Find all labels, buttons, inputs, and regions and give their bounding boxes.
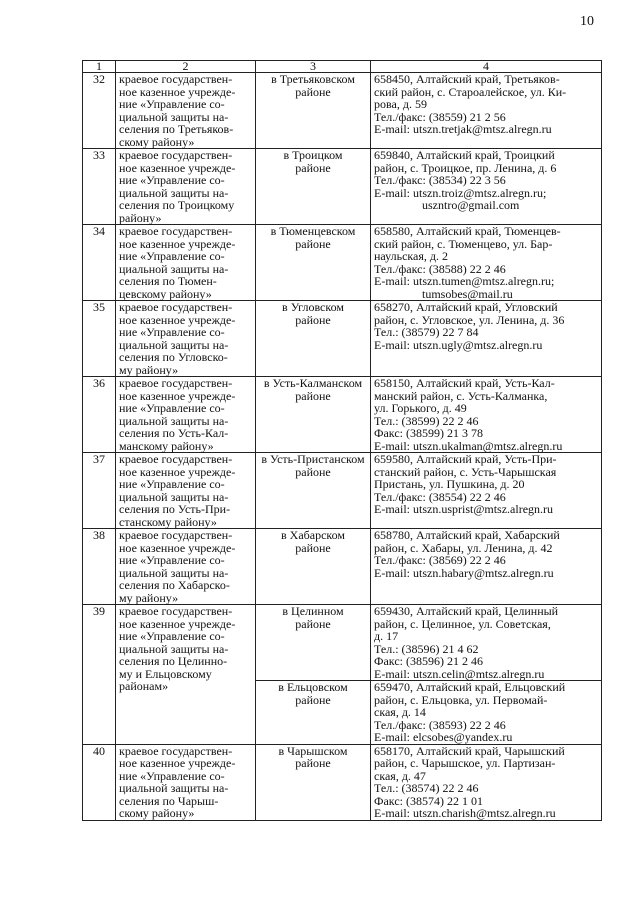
text-line: д. 17 (374, 629, 399, 643)
text-line: районе (295, 464, 331, 479)
table-row (83, 73, 602, 149)
text-line: 659430, Алтайский край, Целинный (374, 604, 559, 618)
row-number: 36 (83, 377, 116, 453)
text-line: ние «Управление со- (119, 97, 225, 111)
text-line: E-mail: utszn.tumen@mtsz.alregn.ru; (374, 274, 555, 288)
text-line: Тел./факс: (38554) 22 2 46 (374, 489, 506, 504)
institution-name (116, 744, 256, 820)
text-line: район, с. Чарышское, ул. Партизан- (374, 756, 556, 770)
text-line: район, с. Ельцовка, ул. Первомай- (374, 692, 548, 707)
text-line: 659470, Алтайский край, Ельцовский (374, 680, 566, 694)
district-name (256, 605, 371, 681)
text-line: район, с. Угловское, ул. Ленина, д. 36 (374, 312, 565, 327)
text-line: ние «Управление со- (119, 401, 225, 415)
text-line: му району» (119, 590, 179, 605)
text-line: манский район, с. Усть-Калманка, (374, 388, 548, 403)
text-line: ние «Управление со- (119, 477, 225, 491)
text-line: манскому району» (119, 438, 214, 453)
header-cell: 3 (256, 61, 371, 73)
table-row (83, 301, 602, 377)
text-line: Пристань, ул. Пушкина, д. 20 (374, 477, 525, 491)
text-line: район, с. Хабары, ул. Ленина, д. 42 (374, 540, 553, 555)
text-line: Тел.: (38599) 22 2 46 (374, 413, 479, 428)
district-name (256, 301, 371, 377)
text-line: селения по Чарыш- (119, 793, 219, 808)
contact-address (371, 681, 602, 745)
institution-name (116, 73, 256, 149)
text-line: E-mail: utszn.usprist@mtsz.alregn.ru (374, 502, 554, 516)
text-line: цевскому району» (119, 286, 212, 301)
text-line: циальной защиты на- (119, 185, 229, 200)
header-cell: 2 (116, 61, 256, 73)
text-line: ное казенное учрежде- (119, 236, 236, 251)
text-line: Тел.: (38574) 22 2 46 (374, 781, 479, 795)
text-line: ное казенное учрежде- (119, 540, 236, 555)
text-line: ние «Управление со- (119, 553, 225, 567)
text-line: Факс: (38574) 22 1 01 (374, 793, 483, 808)
text-line: ное казенное учрежде- (119, 84, 236, 99)
district-name (256, 73, 371, 149)
text-line: районе (295, 84, 331, 99)
contact-address (371, 301, 602, 377)
text-line: ние «Управление со- (119, 325, 225, 339)
district-name (256, 453, 371, 529)
text-line: E-mail: elcsobes@yandex.ru (374, 730, 513, 744)
text-line: Тел./факс: (38534) 22 3 56 (374, 173, 506, 187)
text-line: 658170, Алтайский край, Чарышский (374, 743, 565, 758)
contact-address (371, 605, 602, 681)
district-name (256, 225, 371, 301)
text-line: районе (295, 540, 331, 555)
text-line: циальной защиты на- (119, 413, 229, 428)
text-line: краевое государствен- (119, 376, 233, 390)
text-line: рова, д. 59 (374, 97, 427, 111)
text-line: ская, д. 47 (374, 768, 426, 783)
row-number: 35 (83, 301, 116, 377)
text-line: в Троицком (283, 148, 343, 162)
institution-name (116, 453, 256, 529)
text-line: ние «Управление со- (119, 629, 225, 643)
contact-address (371, 149, 602, 225)
text-line: 658780, Алтайский край, Хабарский (374, 528, 560, 542)
text-line: ние «Управление со- (119, 173, 225, 187)
text-line: краевое государствен- (119, 528, 233, 542)
text-line: му району» (119, 362, 179, 377)
text-line: ное казенное учрежде- (119, 160, 236, 175)
text-line: районе (295, 160, 331, 175)
row-number: 34 (83, 225, 116, 301)
text-line: E-mail: utszn.troiz@mtsz.alregn.ru; (374, 185, 547, 200)
email-extra: uszntro@gmail.com (422, 198, 520, 212)
text-line: районе (295, 756, 331, 770)
table-row (83, 605, 602, 681)
row-number: 33 (83, 149, 116, 225)
text-line: район, с. Троицкое, пр. Ленина, д. 6 (374, 160, 557, 175)
institution-name (116, 301, 256, 377)
text-line: в Тюменцевском (270, 224, 356, 238)
text-line: циальной защиты на- (119, 489, 229, 504)
text-line: циальной защиты на- (119, 781, 229, 795)
text-line: ский район, с. Тюменцево, ул. Бар- (374, 236, 553, 251)
text-line: Тел./факс: (38593) 22 2 46 (374, 717, 506, 732)
text-line: ние «Управление со- (119, 768, 225, 783)
text-line: 658580, Алтайский край, Тюменцев- (374, 224, 561, 238)
district-name (256, 681, 371, 745)
text-line: скому району» (119, 134, 195, 149)
text-line: в Усть-Калманском (263, 376, 363, 390)
text-line: 658270, Алтайский край, Угловский (374, 300, 558, 314)
text-line: краевое государствен- (119, 72, 233, 86)
text-line: ние «Управление со- (119, 249, 225, 263)
text-line: краевое государствен- (119, 452, 233, 466)
table-row (83, 453, 602, 529)
text-line: станский район, с. Усть-Чарышская (374, 464, 557, 479)
text-line: району» (119, 210, 162, 225)
text-line: в Третьяковском (271, 72, 355, 86)
institution-name (116, 377, 256, 453)
text-line: E-mail: utszn.charish@mtsz.alregn.ru (374, 806, 556, 820)
page-number: 10 (580, 14, 594, 29)
institution-name (116, 149, 256, 225)
institution-name (116, 529, 256, 605)
text-line: Факс: (38596) 21 2 46 (374, 654, 483, 668)
text-line: циальной защиты на- (119, 337, 229, 352)
text-line: селения по Третьяков- (119, 122, 234, 136)
email-extra: tumsobes@mail.ru (422, 286, 513, 301)
text-line: селения по Усть-Кал- (119, 426, 229, 440)
contact-address (371, 225, 602, 301)
text-line: циальной защиты на- (119, 261, 229, 276)
text-line: ное казенное учрежде- (119, 756, 236, 770)
text-line: районе (295, 692, 331, 707)
text-line: му и Ельцовскому (119, 666, 212, 681)
row-number: 38 (83, 529, 116, 605)
text-line: скому району» (119, 806, 195, 820)
text-line: в Ельцовском (278, 680, 348, 694)
text-line: в Угловском (282, 300, 344, 314)
text-line: Факс: (38599) 21 3 78 (374, 426, 483, 440)
text-line: 659840, Алтайский край, Троицкий (374, 148, 555, 162)
row-number: 39 (83, 605, 116, 745)
text-line: ский район, с. Староалейское, ул. Ки- (374, 84, 567, 99)
district-name (256, 529, 371, 605)
table-row (83, 149, 602, 225)
contact-address (371, 453, 602, 529)
table-row (83, 225, 602, 301)
header-row (83, 61, 602, 73)
contact-address (371, 744, 602, 820)
table-row (83, 377, 602, 453)
text-line: E-mail: utszn.celin@mtsz.alregn.ru (374, 666, 545, 681)
text-line: районам» (119, 679, 169, 693)
text-line: селения по Усть-При- (119, 502, 231, 516)
text-line: в Целинном (282, 604, 344, 618)
text-line: район, с. Целинное, ул. Советская, (374, 616, 551, 631)
text-line: ное казенное учрежде- (119, 616, 236, 631)
text-line: E-mail: utszn.tretjak@mtsz.alregn.ru (374, 122, 552, 136)
text-line: E-mail: utszn.ugly@mtsz.alregn.ru (374, 337, 543, 352)
text-line: ное казенное учрежде- (119, 388, 236, 403)
text-line: наульская, д. 2 (374, 249, 448, 263)
row-number: 40 (83, 744, 116, 820)
institutions-table (82, 60, 602, 821)
text-line: 659580, Алтайский край, Усть-При- (374, 452, 557, 466)
text-line: 658450, Алтайский край, Третьяков- (374, 72, 560, 86)
contact-address (371, 529, 602, 605)
row-number: 32 (83, 73, 116, 149)
text-line: селения по Троицкому (119, 198, 235, 212)
text-line: селения по Целинно- (119, 654, 228, 668)
text-line: в Чарышском (278, 743, 348, 758)
table-row (83, 529, 602, 605)
row-number: 37 (83, 453, 116, 529)
text-line: селения по Хабарско- (119, 578, 230, 592)
text-line: краевое государствен- (119, 224, 233, 238)
text-line: станскому району» (119, 514, 217, 529)
text-line: 658150, Алтайский край, Усть-Кал- (374, 376, 555, 390)
text-line: Тел./факс: (38569) 22 2 46 (374, 553, 506, 567)
text-line: селения по Угловско- (119, 350, 228, 364)
text-line: ное казенное учрежде- (119, 312, 236, 327)
text-line: районе (295, 312, 331, 327)
text-line: селения по Тюмен- (119, 274, 217, 288)
text-line: краевое государствен- (119, 148, 233, 162)
district-name (256, 744, 371, 820)
text-line: краевое государствен- (119, 604, 233, 618)
text-line: в Усть-Пристанском (261, 452, 365, 466)
text-line: Тел./факс: (38588) 22 2 46 (374, 261, 506, 276)
text-line: районе (295, 388, 331, 403)
text-line: циальной защиты на- (119, 565, 229, 580)
text-line: E-mail: utszn.habary@mtsz.alregn.ru (374, 565, 554, 580)
district-name (256, 149, 371, 225)
header-cell: 1 (83, 61, 116, 73)
text-line: Тел.: (38596) 21 4 62 (374, 641, 479, 656)
contact-address (371, 377, 602, 453)
text-line: циальной защиты на- (119, 109, 229, 124)
institution-name (116, 225, 256, 301)
institution-name (116, 605, 256, 745)
text-line: ное казенное учрежде- (119, 464, 236, 479)
header-cell: 4 (371, 61, 602, 73)
text-line: E-mail: utszn.ukalman@mtsz.alregn.ru (374, 438, 563, 453)
text-line: районе (295, 616, 331, 631)
text-line: краевое государствен- (119, 300, 233, 314)
text-line: Тел./факс: (38559) 21 2 56 (374, 109, 506, 124)
text-line: ская, д. 14 (374, 705, 426, 719)
text-line: краевое государствен- (119, 743, 233, 758)
text-line: в Хабарском (280, 528, 345, 542)
district-name (256, 377, 371, 453)
text-line: районе (295, 236, 331, 251)
text-line: ул. Горького, д. 49 (374, 401, 467, 415)
text-line: Тел.: (38579) 22 7 84 (374, 325, 479, 339)
contact-address (371, 73, 602, 149)
text-line: циальной защиты на- (119, 641, 229, 656)
table-row (83, 744, 602, 820)
